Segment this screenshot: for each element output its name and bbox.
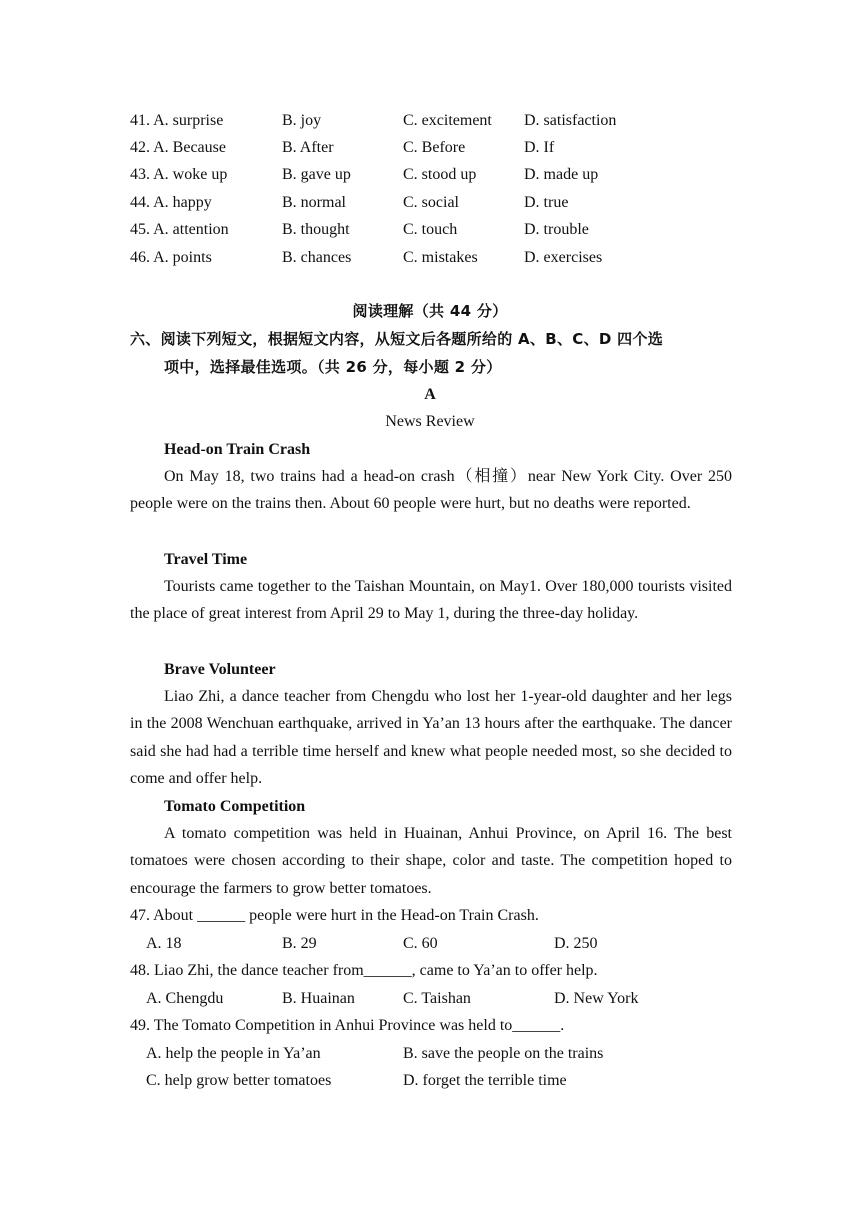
article-body: Liao Zhi, a dance teacher from Chengdu who lost her 1-year-old daughter and her legs in the 2008 Wenchuan earthquake, arrived in Ya’an 13 hours after the earthquake. The dancer said she had had a terrible time herself and knew what people needed most, so she decided to come and offer help. [130,688,732,788]
option-c: C. 60 [403,935,438,952]
cloze-option-row [130,134,730,161]
option-a: 42. A. Because [130,139,226,156]
section-instruction-line2: 项中，选择最佳选项。（共 26 分，每小题 2 分） [164,358,502,376]
option-b: B. normal [282,194,346,211]
option-b: B. Huainan [282,990,355,1007]
option-a: 46. A. points [130,249,212,266]
option-d: D. made up [524,166,599,183]
option-d: D. true [524,194,569,211]
article-body: A tomato competition was held in Huainan, Anhui Province, on April 16. The best tomatoes were chosen according to their shape, color and taste. The competition hoped to encourage the farmers to grow better tomatoes. [130,825,732,897]
question-stem: 47. About ______ people were hurt in the Head-on Train Crash. [130,907,539,924]
option-d: D. satisfaction [524,112,617,129]
article-heading: Brave Volunteer [164,661,276,678]
option-b: B. save the people on the trains [403,1045,604,1062]
question-options [146,930,746,957]
option-a: 44. A. happy [130,194,212,211]
question-options [146,1067,746,1094]
option-c: C. stood up [403,166,477,183]
passage-title: News Review [385,413,475,430]
article-heading: Tomato Competition [164,798,306,815]
option-d: D. trouble [524,221,589,238]
option-a: A. help the people in Ya’an [146,1045,321,1062]
option-d: D. 250 [554,935,598,952]
option-d: D. exercises [524,249,603,266]
cloze-option-row [130,244,730,271]
option-c: C. Taishan [403,990,471,1007]
option-c: C. excitement [403,112,492,129]
cloze-option-row [130,107,730,134]
option-b: B. gave up [282,166,351,183]
option-c: C. help grow better tomatoes [146,1072,332,1089]
option-b: B. thought [282,221,350,238]
option-c: C. touch [403,221,458,238]
question-stem: 49. The Tomato Competition in Anhui Province was held to______. [130,1017,565,1034]
option-b: B. chances [282,249,352,266]
option-c: C. social [403,194,459,211]
question-stem: 48. Liao Zhi, the dance teacher from______, came to Ya’an to offer help. [130,962,598,979]
cloze-option-row [130,189,730,216]
option-a: A. 18 [146,935,182,952]
section-instruction-line1: 六、阅读下列短文，根据短文内容，从短文后各题所给的 A、B、C、D 四个选 [130,330,664,348]
option-b: B. After [282,139,334,156]
cloze-option-row [130,161,730,188]
article-heading: Head-on Train Crash [164,441,311,458]
option-d: D. forget the terrible time [403,1072,567,1089]
option-b: B. joy [282,112,322,129]
article-body: Tourists came together to the Taishan Mountain, on May1. Over 180,000 tourists visited the place of great interest from April 29 to May 1, during the three-day holiday. [130,578,732,623]
option-a: 41. A. surprise [130,112,224,129]
passage-letter: A [424,386,436,403]
article-heading: Travel Time [164,551,248,568]
article-body: On May 18, two trains had a head-on crash（相撞）near New York City. Over 250 people were on the trains then. About 60 people were hurt, but no deaths were reported. [130,468,732,513]
option-a: 45. A. attention [130,221,229,238]
question-options [146,985,746,1012]
question-options [146,1040,746,1067]
option-d: D. New York [554,990,639,1007]
cloze-option-row [130,216,730,243]
section-title: 阅读理解（共 44 分） [352,302,508,320]
option-c: C. mistakes [403,249,478,266]
option-a: A. Chengdu [146,990,224,1007]
option-d: D. If [524,139,555,156]
option-a: 43. A. woke up [130,166,228,183]
option-b: B. 29 [282,935,317,952]
option-c: C. Before [403,139,466,156]
